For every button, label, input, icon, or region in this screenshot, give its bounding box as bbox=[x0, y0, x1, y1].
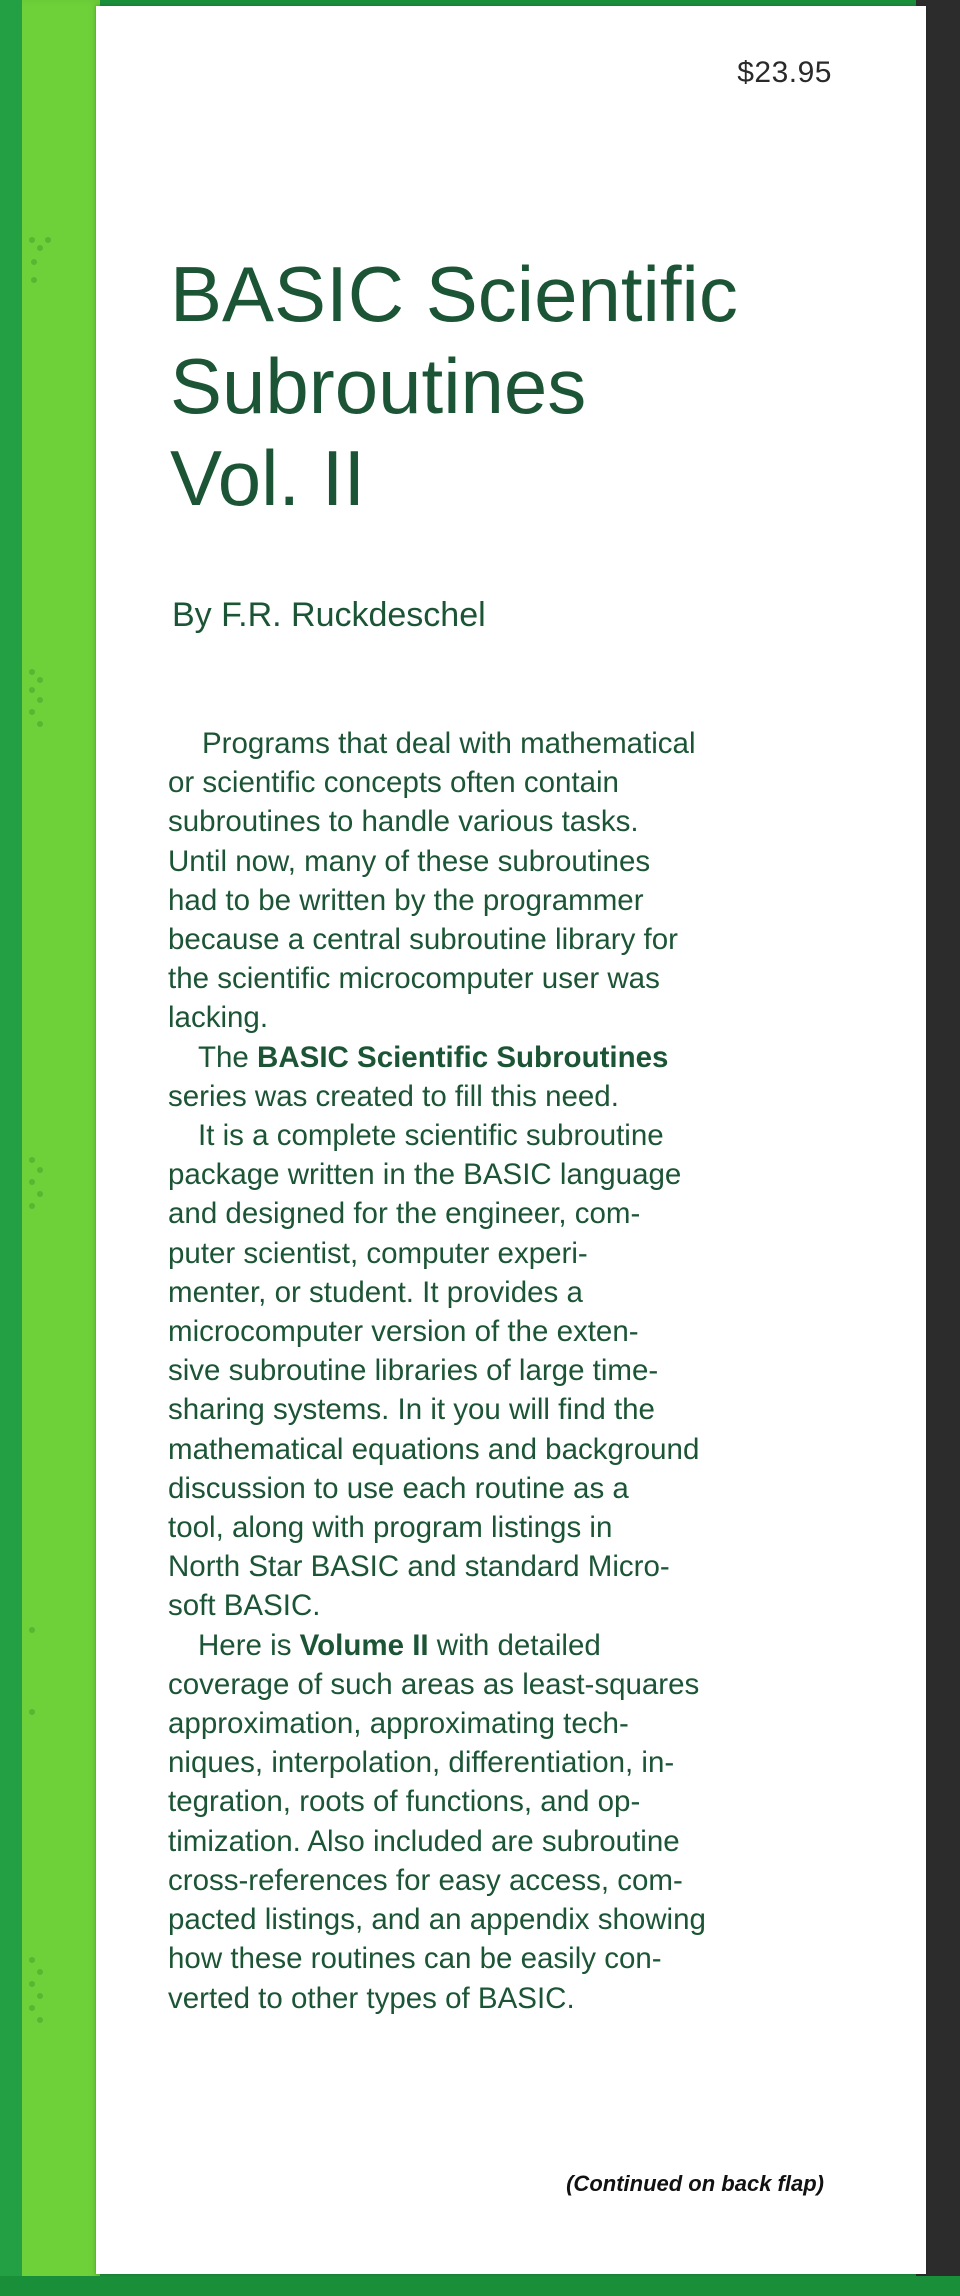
text-line: tegration, roots of functions, and op- bbox=[168, 1785, 641, 1819]
text-fragment: The bbox=[198, 1040, 258, 1074]
spine-wear-marks bbox=[26, 0, 56, 2296]
text-line: North Star BASIC and standard Micro- bbox=[168, 1550, 670, 1584]
text-line: and designed for the engineer, com- bbox=[168, 1197, 641, 1231]
text-line bbox=[168, 1038, 768, 1077]
paragraph-intro bbox=[168, 724, 768, 1038]
text-line: discussion to use each routine as a bbox=[168, 1471, 629, 1505]
title-line: BASIC Scientific bbox=[170, 250, 738, 338]
text-line: Until now, many of these subroutines bbox=[168, 844, 651, 878]
text-line: the scientific microcomputer user was bbox=[168, 962, 660, 996]
title-line: Vol. II bbox=[170, 434, 366, 522]
series-name: BASIC Scientific Subroutines bbox=[257, 1040, 669, 1074]
text-line: had to be written by the programmer bbox=[168, 883, 644, 917]
text-line: soft BASIC. bbox=[168, 1589, 321, 1623]
text-line: because a central subroutine library for bbox=[168, 923, 678, 957]
text-line: sive subroutine libraries of large time- bbox=[168, 1354, 659, 1388]
text-line: sharing systems. In it you will find the bbox=[168, 1393, 655, 1427]
book-title bbox=[170, 248, 890, 524]
text-line: pacted listings, and an appendix showing bbox=[168, 1903, 706, 1937]
volume-name: Volume II bbox=[299, 1628, 429, 1662]
title-line: Subroutines bbox=[170, 342, 587, 430]
text-line: It is a complete scientific subroutine bbox=[198, 1119, 664, 1153]
text-line: puter scientist, computer experi- bbox=[168, 1236, 588, 1270]
flap-description bbox=[168, 724, 768, 2018]
text-line: mathematical equations and background bbox=[168, 1432, 700, 1466]
text-line: coverage of such areas as least-squares bbox=[168, 1667, 700, 1701]
front-flap bbox=[96, 6, 926, 2274]
text-fragment: Here is bbox=[198, 1628, 300, 1662]
text-line: how these routines can be easily con- bbox=[168, 1942, 662, 1976]
text-line: tool, along with program listings in bbox=[168, 1511, 613, 1545]
author-byline: By F.R. Ruckdeschel bbox=[172, 596, 486, 634]
text-line: timization. Also included are subroutine bbox=[168, 1824, 680, 1858]
text-line: package written in the BASIC language bbox=[168, 1158, 682, 1192]
price-label: $23.95 bbox=[737, 56, 832, 89]
text-line bbox=[168, 1626, 768, 1665]
text-line: niques, interpolation, differentiation, in- bbox=[168, 1746, 675, 1780]
text-line: Programs that deal with mathematical bbox=[202, 727, 696, 760]
jacket-edge-left bbox=[0, 0, 22, 2296]
jacket-edge-bottom bbox=[0, 2276, 960, 2296]
paragraph-package bbox=[168, 1116, 768, 1626]
text-line: menter, or student. It provides a bbox=[168, 1275, 583, 1309]
text-line: cross-references for easy access, com- bbox=[168, 1863, 683, 1897]
text-line: lacking. bbox=[168, 1001, 269, 1035]
paragraph-volume bbox=[168, 1626, 768, 2018]
text-line: microcomputer version of the exten- bbox=[168, 1315, 639, 1349]
text-line: approximation, approximating tech- bbox=[168, 1707, 629, 1741]
text-line: or scientific concepts often contain bbox=[168, 766, 619, 800]
text-line: series was created to fill this need. bbox=[168, 1079, 619, 1113]
text-fragment: with detailed bbox=[428, 1628, 601, 1662]
text-line: subroutines to handle various tasks. bbox=[168, 805, 639, 839]
text-line: verted to other types of BASIC. bbox=[168, 1981, 575, 2015]
continued-note: (Continued on back flap) bbox=[566, 2171, 824, 2196]
paragraph-series bbox=[168, 1038, 768, 1116]
